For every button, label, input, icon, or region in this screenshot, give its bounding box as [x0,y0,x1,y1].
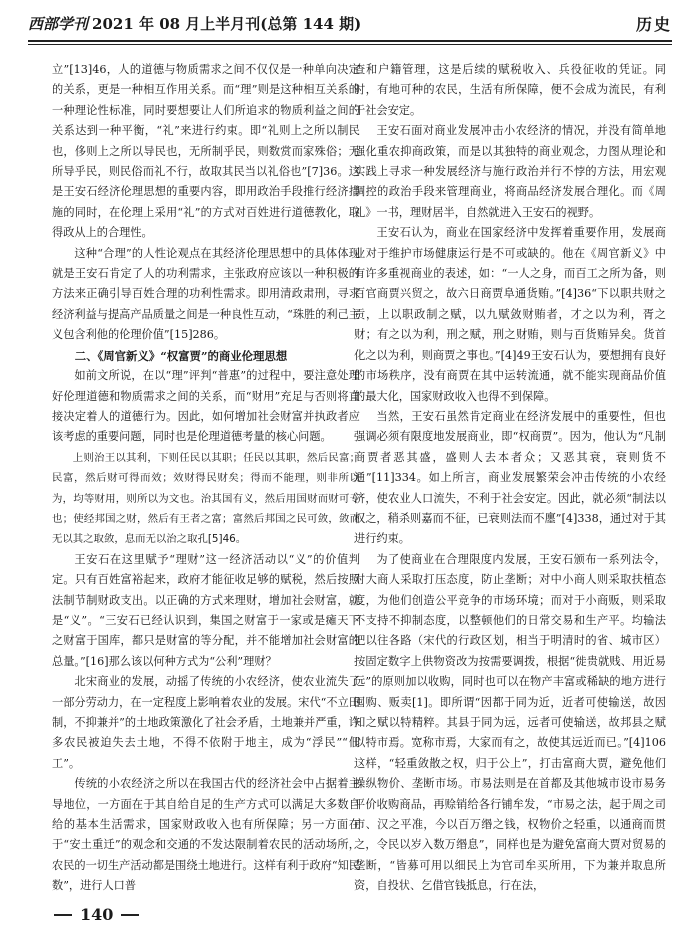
footer-dash-left [54,914,72,916]
footer-dash-right [121,914,139,916]
block-quote: 上则治王以其利，下则任民以其职；任民以其职，然后民富；民富，然后财可得而效；效财得民财矣；得而不能理，则非所以为，均等财用，则所以为文也。治其国有义，然后用国财而财可专也；使经邦国之财，然后有王者之富；富然后邦国之民可敛，敛而无以其之取敛，息而无以治之取孔[5]46。 [52,451,360,546]
paragraph: 当然，王安石虽然肯定商业在经济发展中的重要性，但也强调必须有限度地发展商业，即“权商贾”。因为，他认为“凡制商贾者恶其盛，盛则人去本者众；又恶其衰，衰则货不通”[11]334。如上所言，商业发展繁荣会冲击传统的小农经济，使农业人口流失，不利于社会安定。因此，就必须“制法以权之，稍杀则嘉而不征，已衰则法而不廛”[4]338，通过对于其进行约束。 [354,409,666,546]
header-rule [28,40,672,42]
section-heading: 二、《周官新义》“权富贾”的商业伦理思想 [74,348,288,363]
section-title: 历史 [635,14,672,34]
page-header [28,8,672,38]
paragraph: 如前文所说，在以“理”评判“普惠”的过程中，要注意处理好伦理道德和物质需求之间的关系，而“财用”充足与否则将直接决定着人的道德行为。因此，如何增加社会财富并执政者应该考虑的重要问题，同时也是伦理道德考量的核心问题。 [52,369,360,444]
paragraph: 王安石认为，商业在国家经济中发挥着重要作用，发展商业对于维护市场健康运行是不可或缺的。他在《周官新义》中有许多重视商业的表述，如：“一人之身，而百工之所为备，则百官商贾兴贸之，故六日商贾阜通货贿。”[4]36“下以职共财之贡，上以职政制之赋，以九赋敛财贿者，才之以为利，胥之财；有之以为利，刑之赋，刑之财贿，则与百货贿异矣。货首化之以为利，则商贾之事也。”[4]49王安石认为，要想拥有良好的市场秩序，没有商贾在其中运转流通，就不能实现商品价值的最大化，国家财政收入也得不到保障。 [354,226,666,403]
left-column [52,60,360,897]
paragraph: 传统的小农经济之所以在我国古代的经济社会中占据着主导地位，一方面在于其自给自足的生产方式可以满足大多数自给的基本生活需求，国家财政收入也有所保障；另一方面在于“安土重迁”的观念和交通的不发达限制着农民的活动场所，农民的一切生产活动都是围绕土地进行。这样有利于政府“知民数”，进行人口普 [52,777,360,893]
paragraph: 为了使商业在合理限度内发展，王安石颁布一系列法令，对大商人采取打压态度，防止垄断；对中小商人则采取扶植态度，为他们创造公平竞争的市场环境；而对于小商贩，则采取不支持不抑制态度，以整顿他们的日常交易和生产平。均输法把以往各路（宋代的行政区划，相当于明清时的省、城市区）按固定数字上供物资改为按需要调拨，根据“徙贵就贱、用近易远”的原则加以收购，同时也可以在物产丰富或稀缺的地方进行囤购、贩卖[1]。即所谓“因都于同为近，近者可使输送，故因知之赋以特精粹。其县于同为远，远者可使输送，故邦县之赋以特市焉。宽称市焉，大家而有之，故使其远近而已。”[4]106这样，“轻重敛散之权，归于公上”，打击富商大贾，避免他们操纵物价、垄断市场。市易法则是在首都及其他城市设市易务平价收购商品，再赊销给各行铺牟发，“市易之法，起于周之司市、汉之平准，今以百万缗之钱，权物价之轻重，以通商而贯之，令民以岁入数万缗息”，同样也是为避免富商大贾对贸易的垄断，“皆募可用以细民上为官司牟买所用，下为兼并取息所资，自投状、乞借官钱抵息，行在法， [354,552,666,893]
paragraph: 立”[13]46，人的道德与物质需求之间不仅仅是一种单向决定的关系，更是一种相互作用关系。而“理”则是这种相互关系的一种理论性标准，同时要想要让人们所追求的物质利益之间的关系达到一种平衡，“礼”来进行约束。即“礼则上之所以制民也，侈则上之所以导民也，无所制乎民，则数赏而家殊俗；无所导乎民，则民俗而礼不行，故取其民当以礼俗也”[7]36。这是王安石经济伦理思想的重要内容，即用政治手段推行经济措施的同时，在伦理上采用“礼”的方式对百姓进行道德教化，取得政从上的合理性。 [52,63,360,240]
paragraph: 北宋商业的发展，动摇了传统的小农经济，使农业流失了一部分劳动力，在一定程度上影响着农业的发展。宋代“不立田制，不抑兼并”的土地政策激化了社会矛盾，土地兼并严重，许多农民被迫失去土地，不得不依附于地主，成为“浮民”“佃工”。 [52,675,360,770]
journal-logo: 西部学刊 [28,14,89,33]
paragraph: 王安石在这里赋予“理财”这一经济活动以“义”的价值判定。只有百姓富裕起来，政府才能征收足够的赋税，然后按照法制节制财政支出。以正确的方式来理财，增加社会财富，就是“义”。“三安石已经认识到，集国之财富于一家或是瘫天下之财富于国库，都只是财富的等分配，并不能增加社会财富的总量。”[16]那么该以何种方式为“公利”理财？ [52,552,360,668]
right-column [354,60,666,897]
header-rule-thin [28,44,672,45]
issue-info: 2021 年 08 月上半月刊(总第 144 期) [92,14,362,33]
page-footer [54,905,139,924]
paragraph: 这种“合理”的人性论观点在其经济伦理思想中的具体体现就是王安石肯定了人的功利需求，主张政府应该以一种积极的方法来正确引导百姓合理的功利性需求。即用清政肃刑，寻求经济利益与提高产品质量之间是一种良性互动，“珠胜的利己主义包含利他的伦理价值”[15]286。 [52,246,360,342]
journal-info [28,13,361,34]
paragraph: 王安石面对商业发展冲击小农经济的情况，并没有简单地强化重农抑商政策，而是以其独特的商业观念，力图从理论和实践上寻求一种发展经济与施行政治并行不悖的方法，用宏观调控的政治手段来管理商业，将商品经济发展合理化。而《周礼》一书，理财居半，自然就进入王安石的视野。 [354,124,666,219]
paragraph: 查和户籍管理，这是后续的赋税收入、兵役征收的凭证。同时，有地可种的农民，生活有所保障，便不会成为流民，有利于社会安定。 [354,63,666,117]
page-number: 140 [80,905,114,924]
